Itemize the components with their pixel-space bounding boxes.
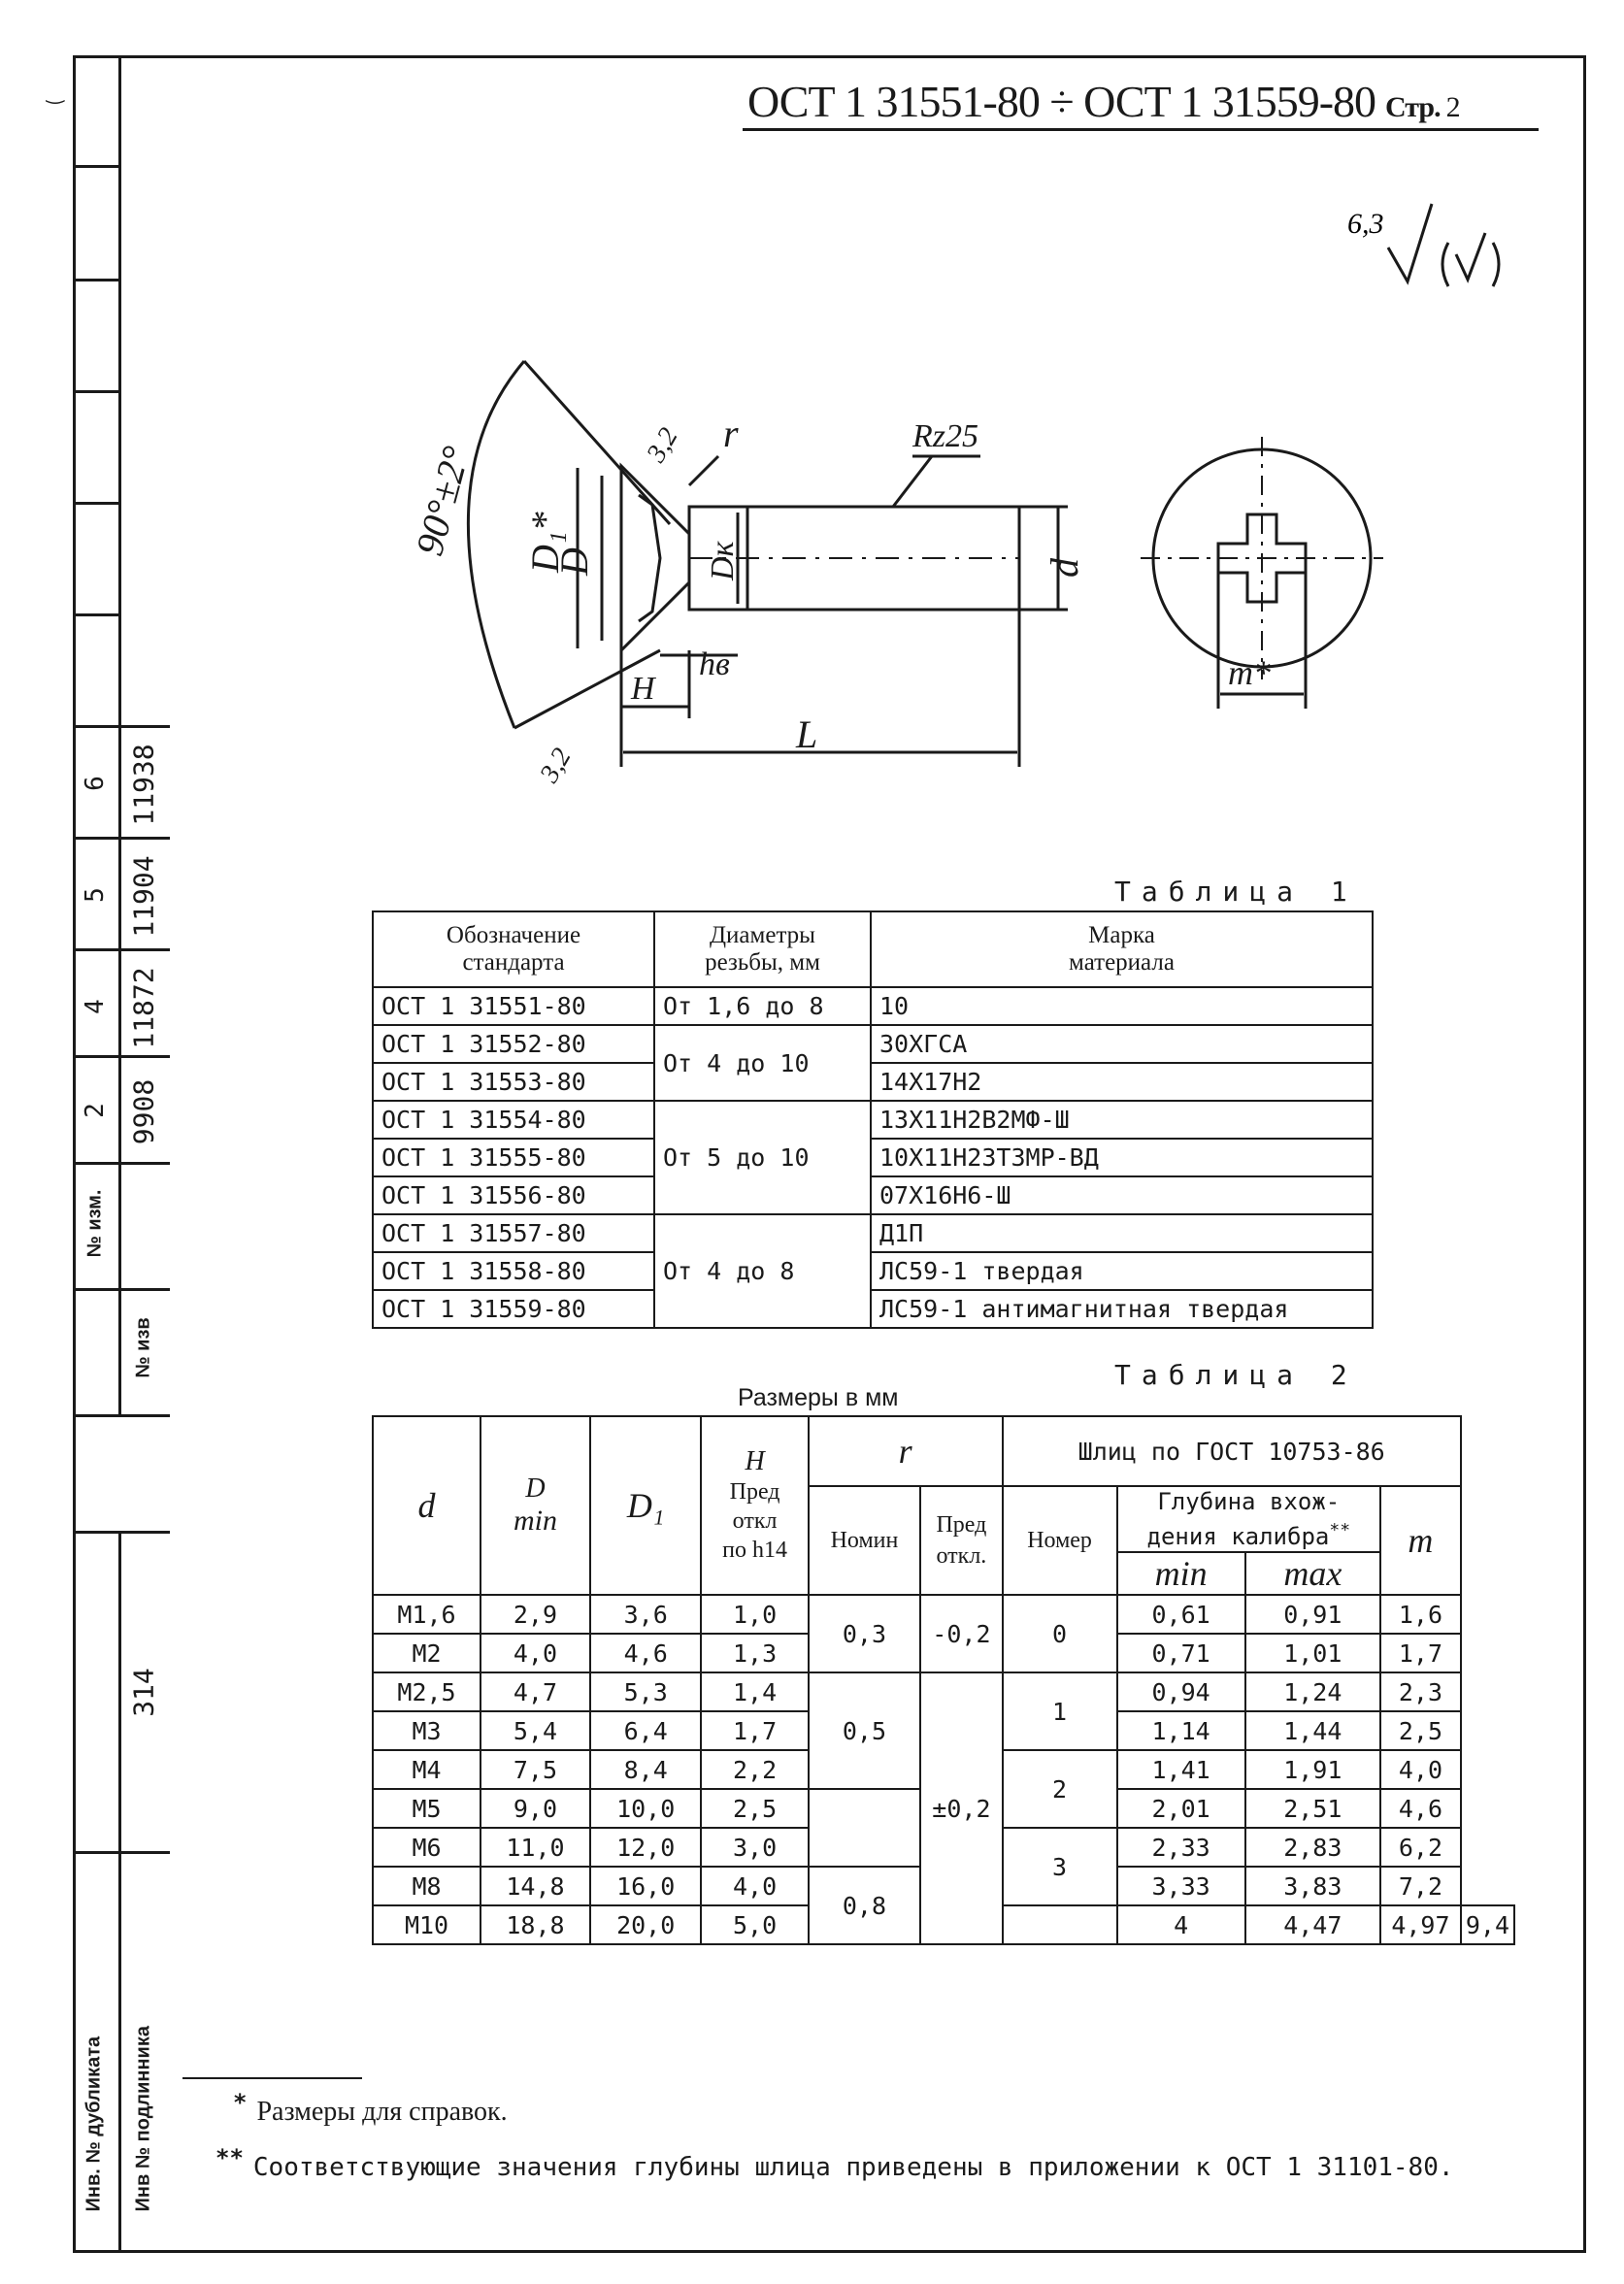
table2-caption: Таблица 2: [1114, 1359, 1358, 1391]
strip-line: [73, 390, 118, 393]
cell-material: 07Х16Н6-Ш: [871, 1176, 1373, 1214]
col-depth-label: Глубина вхож- дения калибра: [1146, 1488, 1341, 1550]
col-thread-diameter: Диаметры резьбы, мм: [654, 911, 871, 987]
page-number: 2: [1445, 91, 1460, 123]
cell-material: ЛС59-1 твердая: [871, 1252, 1373, 1290]
cell-depth-min: 1,14: [1117, 1711, 1245, 1750]
col-D1: D₁: [590, 1416, 702, 1595]
col-d: d: [373, 1416, 481, 1595]
cell-H: 1,0: [701, 1595, 808, 1634]
angle-label: 90°±2°: [407, 442, 479, 560]
col-slot-number: Номер: [1003, 1486, 1117, 1595]
strip-line: [73, 725, 170, 728]
rz-leader: [893, 456, 932, 507]
footnote-reference: [233, 2089, 508, 2128]
corner-mark: ‿: [47, 80, 64, 104]
cell-m: 7,2: [1380, 1867, 1461, 1905]
cell-m: 1,6: [1380, 1595, 1461, 1634]
cell-standard: ОСТ 1 31553-80: [373, 1063, 654, 1101]
table-row: [373, 1672, 1514, 1711]
col-standard: Обозначение стандарта: [373, 911, 654, 987]
cell-standard: ОСТ 1 31559-80: [373, 1290, 654, 1328]
cell-m: 6,2: [1380, 1828, 1461, 1867]
col-material: Марка материала: [871, 911, 1373, 987]
hv-label: hв: [699, 646, 730, 682]
footnote-text: Соответствующие значения глубины шлица приведены в приложении к ОСТ 1 31101-80.: [252, 2153, 1454, 2182]
col-D-min: min: [513, 1505, 557, 1537]
cell-D: 14,8: [481, 1867, 590, 1905]
cell-material: 13Х11Н2В2МФ-Ш: [871, 1101, 1373, 1139]
cell-standard: ОСТ 1 31551-80: [373, 987, 654, 1025]
cell-standard: ОСТ 1 31556-80: [373, 1176, 654, 1214]
cell-D: 2,9: [481, 1595, 590, 1634]
document-number: 11938: [127, 744, 160, 826]
cell-standard: ОСТ 1 31554-80: [373, 1101, 654, 1139]
paren-right-icon: [1493, 243, 1499, 286]
roughness-value: 6,3: [1347, 208, 1384, 240]
cell-depth-max: 1,91: [1245, 1750, 1380, 1789]
table-row: [373, 1290, 1373, 1328]
materials-table: [372, 910, 1374, 1329]
table-row: [373, 1252, 1373, 1290]
cell-D1: 20,0: [590, 1905, 702, 1944]
cell-d: M8: [373, 1867, 481, 1905]
r-leader: [689, 456, 718, 485]
footnote-depth: [215, 2144, 1454, 2182]
cell-D: 4,7: [481, 1672, 590, 1711]
cell-d: M2,5: [373, 1672, 481, 1711]
change-number: 5: [81, 887, 110, 903]
depth-mark: **: [1329, 1520, 1351, 1540]
change-number: 4: [81, 999, 110, 1014]
cell-diameter: От 4 до 8: [654, 1214, 871, 1328]
roughness-check-icon: [1388, 204, 1432, 281]
strip-line: [73, 1288, 170, 1291]
cell-depth-max: 0,91: [1245, 1595, 1380, 1634]
cell-r-nominal: 0,3: [809, 1595, 921, 1672]
cell-D: 11,0: [481, 1828, 590, 1867]
cell-diameter: От 1,6 до 8: [654, 987, 871, 1025]
col-depth-min: min: [1117, 1552, 1245, 1595]
cell-material: Д1П: [871, 1214, 1373, 1252]
d-big-label: D: [552, 547, 596, 576]
document-header: [747, 76, 1460, 127]
roughness-symbol: [1340, 194, 1514, 301]
angle-arc: [468, 361, 524, 728]
cell-H: 1,4: [701, 1672, 808, 1711]
slot-recess: [639, 495, 660, 621]
rough-head-label: 3,2: [641, 422, 684, 468]
cell-m: 2,5: [1380, 1711, 1461, 1750]
cell-m: 1,7: [1380, 1634, 1461, 1672]
cell-material: 10: [871, 987, 1373, 1025]
cell-depth-min: 2,01: [1117, 1789, 1245, 1828]
cell-D: 7,5: [481, 1750, 590, 1789]
l-label: L: [796, 712, 818, 756]
cell-D1: 3,6: [590, 1595, 702, 1634]
original-label: Инв № подлинника: [132, 2026, 154, 2212]
cell-depth-min: 3,33: [1117, 1867, 1245, 1905]
footnote-mark: **: [215, 2144, 244, 2171]
cell-depth-min: 2,33: [1117, 1828, 1245, 1867]
cell-depth-max: 2,51: [1245, 1789, 1380, 1828]
cell-material: 30ХГСА: [871, 1025, 1373, 1063]
cell-r-deviation: ±0,2: [920, 1672, 1002, 1944]
cell-standard: ОСТ 1 31557-80: [373, 1214, 654, 1252]
doc-label: № изв: [132, 1317, 154, 1378]
cell-d: M2: [373, 1634, 481, 1672]
cell-slot-number: 1: [1003, 1672, 1117, 1750]
change-number: 6: [81, 776, 110, 791]
cell-diameter: От 4 до 10: [654, 1025, 871, 1101]
col-H-note: Пред откл по h14: [722, 1479, 787, 1563]
col-D: [481, 1416, 590, 1595]
cell-d: M6: [373, 1828, 481, 1867]
cell-D: 9,0: [481, 1789, 590, 1828]
footnote-mark: *: [233, 2089, 248, 2116]
cell-slot-number: 3: [1003, 1828, 1117, 1905]
cell-D1: 4,6: [590, 1634, 702, 1672]
cell-depth-min: 0,61: [1117, 1595, 1245, 1634]
cell-r-nominal: [809, 1789, 921, 1867]
strip-line: [73, 1162, 170, 1165]
cell-m: 4,6: [1380, 1789, 1461, 1828]
cell-slot-number: 0: [1003, 1595, 1117, 1672]
table-row: [373, 1101, 1373, 1139]
strip-line: [73, 279, 118, 281]
roughness-general-icon: [1456, 233, 1485, 280]
footnote-text: Размеры для справок.: [256, 2097, 508, 2127]
dimensions-table: [372, 1415, 1515, 1945]
header-rule: [743, 128, 1539, 131]
col-D-symbol: D: [525, 1473, 546, 1504]
strip-line: [73, 165, 118, 168]
strip-divider: [118, 55, 121, 1414]
inventory-number: 314: [127, 1668, 160, 1717]
col-r-nominal: Номин: [809, 1486, 921, 1595]
cell-material: 10Х11Н23Т3МР-ВД: [871, 1139, 1373, 1176]
change-label: № изм.: [83, 1189, 106, 1258]
cell-depth-max: 1,44: [1245, 1711, 1380, 1750]
cell-depth-max: 3,83: [1245, 1867, 1380, 1905]
cell-D1: 10,0: [590, 1789, 702, 1828]
paren-left-icon: [1442, 243, 1448, 286]
rz-label: Rz25: [912, 418, 978, 454]
cell-d: M1,6: [373, 1595, 481, 1634]
cell-depth-min: 0,71: [1117, 1634, 1245, 1672]
cell-D1: 8,4: [590, 1750, 702, 1789]
cell-depth-min: 1,41: [1117, 1750, 1245, 1789]
cell-slot-number: 2: [1003, 1750, 1117, 1828]
cell-H: 4,0: [701, 1867, 808, 1905]
cell-r-deviation: -0,2: [920, 1595, 1002, 1672]
cell-depth-min: 4,47: [1245, 1905, 1380, 1944]
cell-d: M4: [373, 1750, 481, 1789]
m-label: m*: [1228, 653, 1271, 692]
cell-m: 2,3: [1380, 1672, 1461, 1711]
document-number: 11904: [127, 855, 160, 938]
change-number: 2: [81, 1103, 110, 1118]
rough-bottom-label: 3,2: [534, 743, 578, 788]
table-header-row: [373, 911, 1373, 987]
cell-depth-max: 4,97: [1380, 1905, 1461, 1944]
table-header-row: [373, 1416, 1514, 1486]
cell-r-deviation: [1003, 1905, 1117, 1944]
cell-H: 2,5: [701, 1789, 808, 1828]
cell-H: 1,7: [701, 1711, 808, 1750]
cell-H: 5,0: [701, 1905, 808, 1944]
table1-caption: Таблица 1: [1114, 876, 1358, 908]
col-slot: Шлиц по ГОСТ 10753-86: [1003, 1416, 1461, 1486]
cell-d: M3: [373, 1711, 481, 1750]
cell-D1: 6,4: [590, 1711, 702, 1750]
table-row: [373, 1025, 1373, 1063]
table-row: [373, 1595, 1514, 1634]
footnote-rule: [182, 2077, 362, 2079]
cell-D1: 12,0: [590, 1828, 702, 1867]
document-number: 11872: [127, 967, 160, 1049]
units-note: Размеры в мм: [738, 1384, 899, 1411]
cell-d: M10: [373, 1905, 481, 1944]
cell-D: 18,8: [481, 1905, 590, 1944]
d1-label: D₁*: [523, 512, 567, 573]
cell-d: M5: [373, 1789, 481, 1828]
cell-depth-min: 0,94: [1117, 1672, 1245, 1711]
col-H: [701, 1416, 808, 1595]
strip-line: [73, 613, 118, 616]
cell-m: 9,4: [1461, 1905, 1514, 1944]
table-row: [373, 1214, 1373, 1252]
strip-line: [73, 1414, 170, 1417]
cell-material: 14Х17Н2: [871, 1063, 1373, 1101]
r-label: r: [723, 412, 739, 455]
col-depth: [1117, 1486, 1380, 1552]
cell-D1: 5,3: [590, 1672, 702, 1711]
cell-H: 1,3: [701, 1634, 808, 1672]
cell-H: 3,0: [701, 1828, 808, 1867]
cell-depth-max: 1,01: [1245, 1634, 1380, 1672]
table-row: [373, 987, 1373, 1025]
cell-depth-max: 2,83: [1245, 1828, 1380, 1867]
cell-r-nominal: 0,5: [809, 1672, 921, 1789]
table-row: [373, 1139, 1373, 1176]
cell-standard: ОСТ 1 31558-80: [373, 1252, 654, 1290]
table-row: [373, 1176, 1373, 1214]
strip-line: [73, 1851, 170, 1854]
col-r: r: [809, 1416, 1003, 1486]
col-m: m: [1380, 1486, 1461, 1595]
cell-D: 4,0: [481, 1634, 590, 1672]
standard-designation: ОСТ 1 31551-80 ÷ ОСТ 1 31559-80: [747, 77, 1376, 126]
revision-strip: [73, 55, 170, 2253]
strip-line: [73, 837, 170, 840]
screw-drawing: [369, 340, 1514, 806]
table-row: [373, 1063, 1373, 1101]
cell-standard: ОСТ 1 31552-80: [373, 1025, 654, 1063]
strip-line: [73, 502, 118, 505]
page-label: Стр.: [1385, 91, 1441, 123]
cell-slot-number: 4: [1117, 1905, 1245, 1944]
cell-m: 4,0: [1380, 1750, 1461, 1789]
col-r-deviation: Пред откл.: [920, 1486, 1002, 1595]
h-label: H: [631, 671, 655, 707]
strip-line: [73, 948, 170, 951]
strip-line: [73, 1531, 170, 1534]
cell-D: 5,4: [481, 1711, 590, 1750]
duplicate-label: Инв. № дубликата: [83, 2036, 105, 2212]
screw-head: [621, 466, 689, 650]
cell-depth-max: 1,24: [1245, 1672, 1380, 1711]
col-H-symbol: H: [745, 1446, 765, 1476]
cell-standard: ОСТ 1 31555-80: [373, 1139, 654, 1176]
cell-material: ЛС59-1 антимагнитная твердая: [871, 1290, 1373, 1328]
cell-H: 2,2: [701, 1750, 808, 1789]
col-depth-max: max: [1245, 1552, 1380, 1595]
document-number: 9908: [127, 1078, 160, 1145]
strip-divider-lower: [118, 1531, 121, 2253]
dk-label: Dк: [705, 541, 741, 580]
cell-r-nominal: 0,8: [809, 1867, 921, 1944]
cell-diameter: От 5 до 10: [654, 1101, 871, 1214]
d-label: d: [1043, 558, 1086, 578]
cell-D1: 16,0: [590, 1867, 702, 1905]
